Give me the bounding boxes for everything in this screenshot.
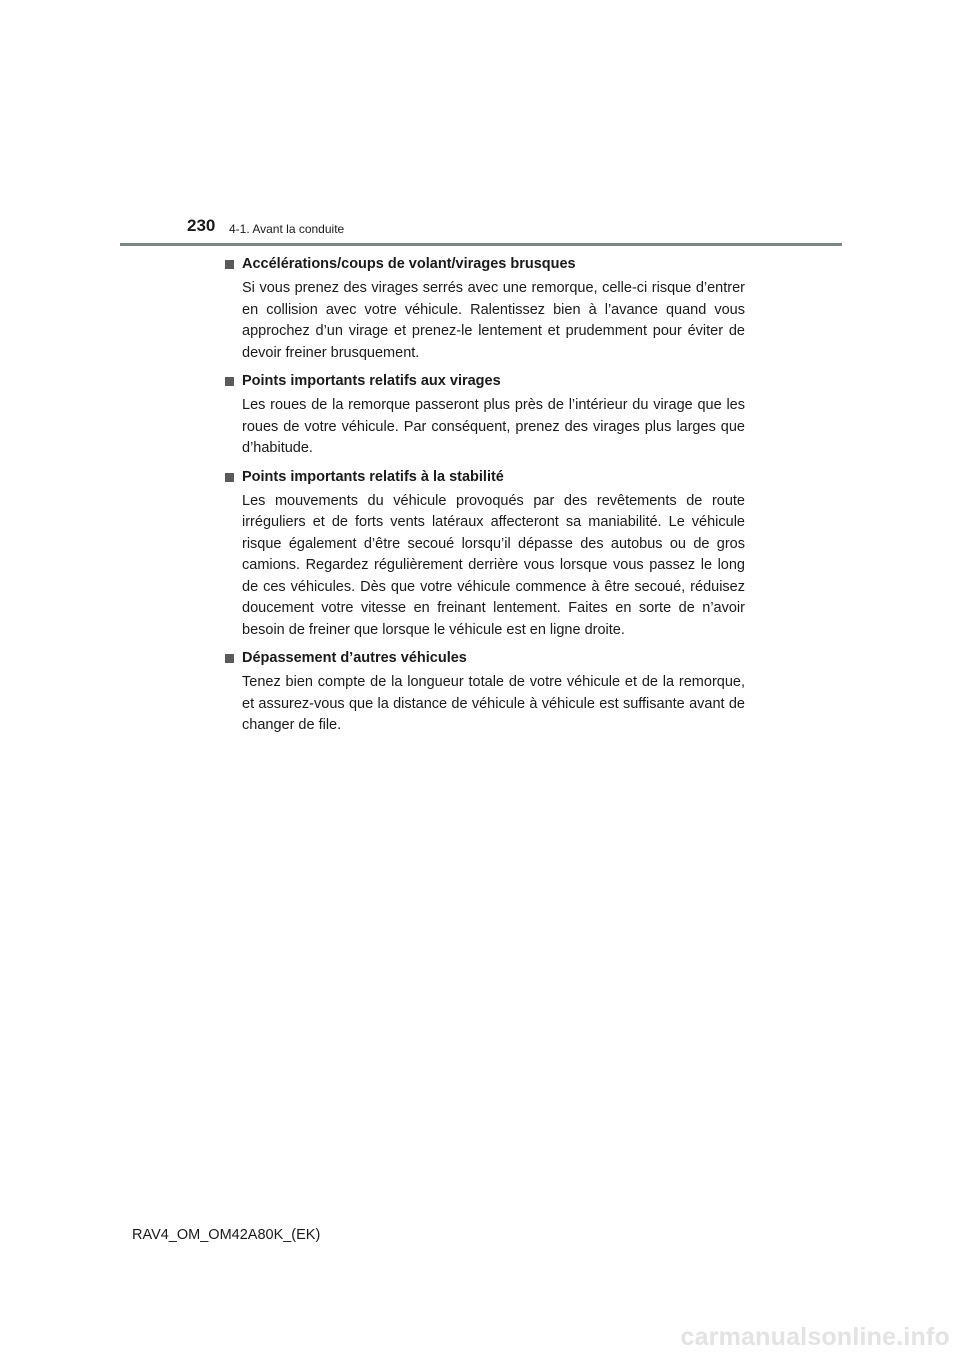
square-bullet-icon [225, 473, 234, 482]
square-bullet-icon [225, 260, 234, 269]
section-body: Tenez bien compte de la longueur totale de votre véhicule et de la remorque, et assurez-vous que la distance de véhicule à véhicule est suffisante avant de changer de file. [242, 674, 745, 733]
watermark: carmanualsonline.info [680, 1323, 950, 1351]
section-title: Accélérations/coups de volant/virages brusques [242, 256, 576, 272]
section-heading [225, 467, 745, 488]
section-stabilite [225, 467, 745, 642]
section-virages [225, 371, 745, 460]
section-heading [225, 371, 745, 392]
section-heading [225, 648, 745, 669]
section-title: Dépassement d’autres véhicules [242, 650, 467, 666]
section-body: Les mouvements du véhicule provoqués par des revêtements de route irréguliers et de forts vents latéraux affecteront sa maniabilité. Le véhicule risque également d’être secoué lorsqu’il dépasse des autobus ou de gros camions. Regardez régulièrement derrière vous lorsque vous passez le long de ces véhicules. Dès que votre véhicule commence à être secoué, réduisez doucement votre vitesse en freinant lentement. Faites en sorte de n’avoir besoin de freiner que lorsque le véhicule est en ligne droite. [242, 492, 745, 638]
document-code: RAV4_OM_OM42A80K_(EK) [132, 1227, 321, 1243]
section-title: Points importants relatifs aux virages [242, 373, 501, 389]
section-title: Points importants relatifs à la stabilité [242, 468, 504, 485]
page-number: 230 [187, 216, 216, 235]
main-content [225, 254, 745, 744]
square-bullet-icon [225, 654, 234, 663]
section-body: Si vous prenez des virages serrés avec une remorque, celle-ci risque d’entrer en collision avec votre véhicule. Ralentissez bien à l’avance quand vous approchez d’un virage et prenez-le lentement et prudemment pour éviter de devoir freiner brusquement. [242, 280, 745, 361]
square-bullet-icon [225, 377, 234, 386]
section-heading [225, 254, 745, 275]
header-rule [120, 243, 842, 246]
section-body: Les roues de la remorque passeront plus près de l’intérieur du virage que les roues de votre véhicule. Par conséquent, prenez des virages plus larges que d’habitude. [242, 397, 745, 456]
running-head: 4-1. Avant la conduite [229, 222, 345, 236]
section-accelerations [225, 254, 745, 364]
section-depassement [225, 648, 745, 737]
